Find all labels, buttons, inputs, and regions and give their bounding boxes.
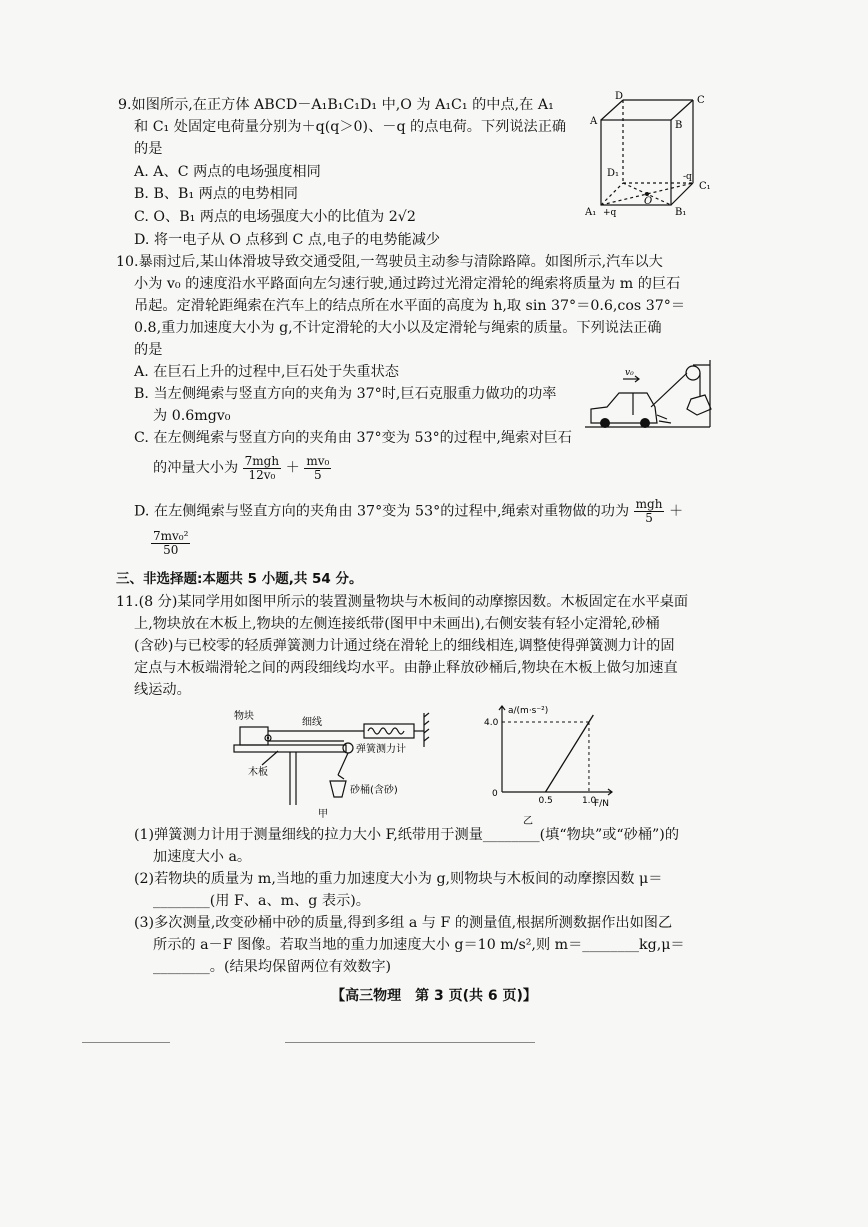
x-tick-label: 1.0 — [581, 796, 597, 806]
series-line — [545, 722, 588, 792]
label-block: 物块 — [234, 711, 254, 722]
q10-option-b-line1: B. 当左侧绳索与竖直方向的夹角为 37°时,巨石克服重力做功的功率 — [134, 386, 557, 402]
label-board: 木板 — [248, 767, 268, 778]
q10-c-frac2-num: mv₀ — [306, 453, 330, 468]
y-tick-label: 4.0 — [484, 718, 499, 728]
q10-stem-line5: 的是 — [134, 342, 163, 358]
q10-stem-line1: 10.暴雨过后,某山体滑坡导致交通受阻,一驾驶员主动参与清除路障。如图所示,汽车以大 — [116, 254, 663, 270]
q11-sub1-line1: (1)弹簧测力计用于测量细线的拉力大小 F,纸带用于测量________(填“物块”或“砂桶”)的 — [134, 827, 680, 843]
q10-c-frac2-den: 5 — [313, 467, 322, 482]
cube-label-b1: B₁ — [675, 207, 687, 218]
q10-option-d-line2 — [151, 530, 190, 557]
q11-sub2-line1: (2)若物块的质量为 m,当地的重力加速度大小为 g,则物块与木板间的动摩擦因数 μ＝ — [134, 871, 663, 887]
q10-c-plus: ＋ — [285, 460, 300, 476]
q11-stem-line4: 定点与木板端滑轮之间的两段细线均水平。由静止释放砂桶后,物块在木板上做匀加速直 — [134, 660, 678, 676]
x-axis-label: F/N — [594, 799, 609, 809]
q11-stem-line1: 11.(8 分)某同学用如图甲所示的装置测量物块与木板间的动摩擦因数。木板固定在水平桌面 — [116, 594, 689, 610]
cube-label-b: B — [675, 120, 683, 131]
q11-stem-line5: 线运动。 — [134, 682, 191, 698]
q11-sub1-line2: 加速度大小 a。 — [153, 849, 252, 865]
q10-option-c-text: 的冲量大小为 — [153, 460, 239, 476]
car-pulley-figure — [585, 355, 720, 435]
scan-line-center — [285, 1042, 535, 1043]
q10-option-a: A. 在巨石上升的过程中,巨石处于失重状态 — [134, 364, 399, 380]
origin-label: 0 — [492, 789, 498, 799]
label-bucket: 砂桶(含砂) — [350, 785, 398, 796]
q10-d-frac1-num: mgh — [635, 497, 663, 511]
figure-a-caption: 甲 — [318, 809, 328, 820]
a-f-graph — [480, 700, 620, 825]
label-string: 细线 — [302, 717, 322, 728]
q9-stem-line1: 9.如图所示,在正方体 ABCD－A₁B₁C₁D₁ 中,O 为 A₁C₁ 的中点,在 A₁ — [118, 97, 554, 113]
cube-charge-minus: -q — [683, 172, 692, 182]
q10-option-c-line1: C. 在左侧绳索与竖直方向的夹角由 37°变为 53°的过程中,绳索对巨石 — [134, 430, 572, 446]
series-line-extension — [589, 715, 593, 722]
q10-stem-line3: 吊起。定滑轮距绳索在汽车上的结点所在水平面的高度为 h,取 sin 37°＝0.6,cos 37°＝ — [134, 298, 686, 314]
q11-sub3-line1: (3)多次测量,改变砂桶中砂的质量,得到多组 a 与 F 的测量值,根据所测数据作出如图乙 — [134, 915, 673, 931]
q9-option-b: B. B、B₁ 两点的电势相同 — [134, 186, 298, 202]
q9-option-d: D. 将一电子从 O 点移到 C 点,电子的电势能减少 — [134, 232, 441, 248]
q10-stem-line2: 小为 v₀ 的速度沿水平路面向左匀速行驶,通过跨过光滑定滑轮的绳索将质量为 m 的巨石 — [134, 276, 681, 292]
x-tick-label: 0.5 — [538, 796, 553, 806]
q10-option-c-line2 — [153, 452, 331, 484]
q11-stem-line3: (含砂)与已校零的轻质弹簧测力计通过绕在滑轮上的细线相连,调整使得弹簧测力计的固 — [134, 638, 675, 654]
car-velocity-label: v₀ — [625, 368, 634, 378]
q10-d-frac1-den: 5 — [645, 511, 653, 525]
page-footer: 【高三物理 第 3 页(共 6 页)】 — [331, 988, 537, 1004]
cube-figure — [585, 88, 725, 218]
cube-label-c1: C₁ — [699, 181, 711, 192]
q10-stem-line4: 0.8,重力加速度大小为 g,不计定滑轮的大小以及定滑轮与绳索的质量。下列说法正确 — [134, 320, 662, 336]
cube-label-o: O — [644, 196, 653, 207]
q9-option-a: A. A、C 两点的电场强度相同 — [134, 164, 321, 180]
q10-d-plus: ＋ — [668, 503, 684, 520]
scan-line-left — [82, 1042, 170, 1043]
q9-stem-line3: 的是 — [134, 141, 163, 157]
cube-label-a: A — [590, 116, 598, 127]
q10-option-b-line2: 为 0.6mgv₀ — [153, 408, 231, 424]
q11-sub3-line3: ________。(结果均保留两位有效数字) — [153, 959, 392, 975]
label-spring-scale: 弹簧测力计 — [356, 744, 406, 755]
q10-d-frac2-den: 50 — [163, 543, 179, 557]
q10-option-d-text: D. 在左侧绳索与竖直方向的夹角由 37°变为 53°的过程中,绳索对重物做的功为 — [134, 503, 630, 520]
q10-d-frac2-num: 7mv₀² — [153, 529, 189, 543]
figure-b-caption: 乙 — [523, 816, 533, 825]
cube-charge-plus: +q — [603, 208, 617, 218]
q11-sub3-line2: 所示的 a－F 图像。若取当地的重力加速度大小 g＝10 m/s²,则 m＝________kg,μ＝ — [153, 937, 685, 953]
q9-option-c: C. O、B₁ 两点的电场强度大小的比值为 2√2 — [134, 209, 416, 225]
q11-sub2-line2: ________(用 F、a、m、g 表示)。 — [153, 893, 370, 909]
q11-stem-line2: 上,物块放在木板上,物块的左侧连接纸带(图甲中未画出),右侧安装有轻小定滑轮,砂桶 — [134, 616, 660, 632]
cube-label-a1: A₁ — [585, 207, 597, 218]
cube-label-d1: D₁ — [607, 168, 620, 179]
y-axis-label: a/(m·s⁻²) — [508, 706, 549, 716]
cube-label-d: D — [615, 91, 624, 102]
q10-c-frac1-num: 7mgh — [244, 453, 280, 468]
section-3-heading: 三、非选择题:本题共 5 小题,共 54 分。 — [116, 571, 363, 587]
cube-label-c: C — [697, 95, 705, 106]
apparatus-figure-a — [226, 705, 446, 820]
q10-option-d-line1 — [134, 498, 683, 525]
q10-c-frac1-den: 12v₀ — [248, 467, 276, 482]
q9-stem-line2: 和 C₁ 处固定电荷量分别为＋q(q＞0)、－q 的点电荷。下列说法正确 — [134, 119, 567, 135]
